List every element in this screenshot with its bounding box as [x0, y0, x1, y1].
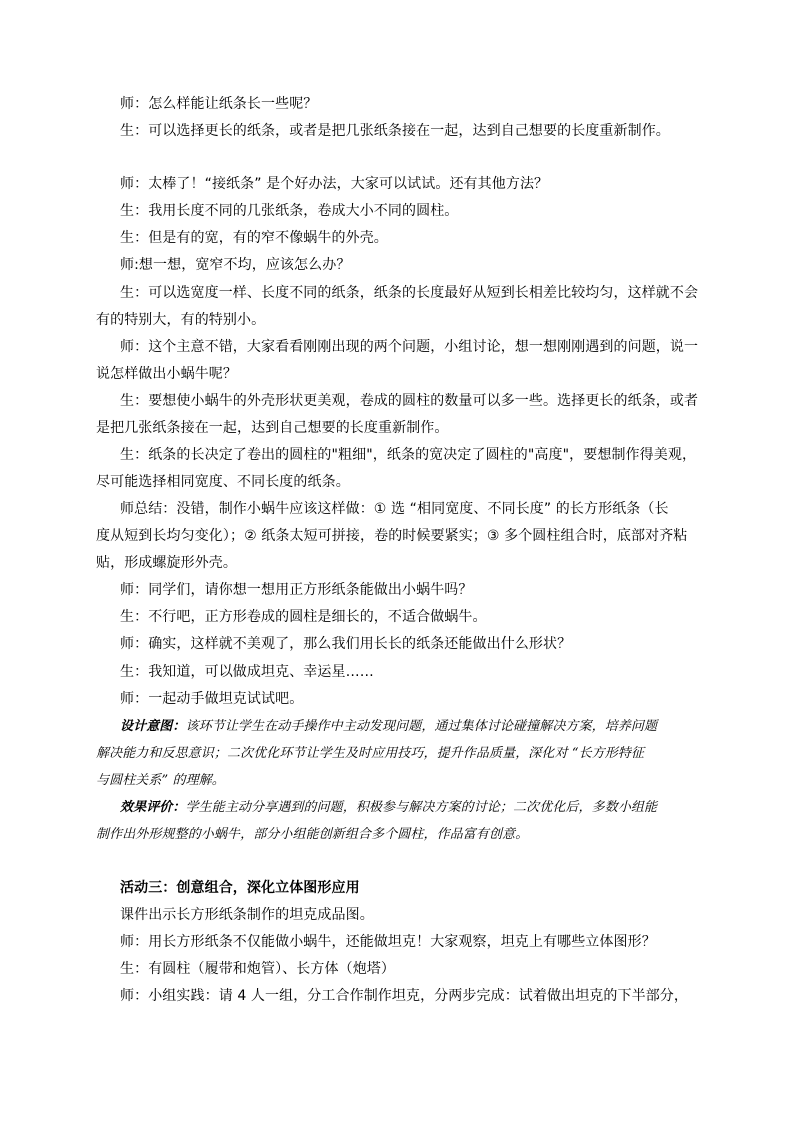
dialogue-line: 生：我知道，可以做成坦克、幸运星……: [120, 664, 374, 680]
design-intent-line: 解决能力和反思意识；二次优化环节让学生及时应用技巧，提升作品质量，深化对 “长方形特征: [96, 746, 645, 761]
activity3-line: 师：用长方形纸条不仅能做小蜗牛，还能做坦克！大家观察，坦克上有哪些立体图形？: [120, 934, 656, 950]
dialogue-line: 师：同学们，请你想一想用正方形纸条能做出小蜗牛吗？: [120, 582, 473, 598]
dialogue-line: 师:想一想，宽窄不均，应该怎么办？: [120, 257, 351, 273]
dialogue-line: 师：太棒了！“接纸条” 是个好办法，大家可以试试。还有其他方法？: [120, 176, 549, 192]
effect-eval-line: 制作出外形规整的小蜗牛，部分小组能创新组合多个圆柱，作品富有创意。: [96, 827, 529, 842]
design-intent-text: 该环节让学生在动手操作中主动发现问题，通过集体讨论碰撞解决方案，培养问题: [185, 719, 658, 734]
dialogue-line: 生：不行吧，正方形卷成的圆柱是细长的，不适合做蜗牛。: [120, 609, 487, 625]
activity3-line: 课件出示长方形纸条制作的坦克成品图。: [120, 907, 374, 923]
dialogue-line: 生：可以选择更长的纸条，或者是把几张纸条接在一起，达到自己想要的长度重新制作。: [120, 123, 670, 139]
dialogue-line: 师：怎么样能让纸条长一些呢？: [120, 96, 318, 112]
dialogue-line-cont: 度从短到长均匀变化）；② 纸条太短可拼接，卷的时候要紧实；③ 多个圆柱组合时，底部对齐粘: [96, 528, 688, 544]
design-intent-line: [120, 718, 657, 736]
dialogue-line-cont: 有的特别大，有的特别小。: [96, 312, 266, 328]
dialogue-line: 生：要想使小蜗牛的外壳形状更美观，卷成的圆柱的数量可以多一些。选择更长的纸条，或者: [120, 393, 699, 409]
dialogue-line-cont: 尽可能选择相同宽度、不同长度的纸条。: [96, 474, 350, 490]
activity3-line: 师：小组实践：请 4 人一组，分工合作制作坦克，分两步完成：试着做出坦克的下半部分，: [120, 988, 689, 1004]
dialogue-line-cont: 说怎样做出小蜗牛呢？: [96, 366, 237, 382]
dialogue-line: 师：确实，这样就不美观了，那么我们用长长的纸条还能做出什么形状？: [120, 636, 572, 652]
activity3-line: 生：有圆柱（履带和炮管）、长方体（炮塔）: [120, 961, 395, 977]
dialogue-line: 生：我用长度不同的几张纸条，卷成大小不同的圆柱。: [120, 203, 459, 219]
dialogue-line: 师：这个主意不错，大家看看刚刚出现的两个问题，小组讨论，想一想刚刚遇到的问题，说一: [120, 339, 699, 355]
effect-eval-line: [120, 799, 657, 817]
dialogue-line: 师：一起动手做坦克试试吧。: [120, 691, 304, 707]
design-intent-line: 与圆柱关系” 的理解。: [96, 773, 225, 788]
dialogue-line: 生：纸条的长决定了卷出的圆柱的"粗细"，纸条的宽决定了圆柱的"高度"，要想制作得美观，: [120, 447, 697, 463]
dialogue-line: 师总结：没错，制作小蜗牛应该这样做：① 选 “相同宽度、不同长度” 的长方形纸条（长: [120, 501, 669, 517]
design-intent-label: 设计意图：: [120, 719, 186, 734]
effect-eval-label: 效果评价：: [120, 800, 186, 815]
effect-eval-text: 学生能主动分享遇到的问题，积极参与解决方案的讨论；二次优化后，多数小组能: [185, 800, 658, 815]
dialogue-line-cont: 贴，形成螺旋形外壳。: [96, 555, 237, 571]
activity3-heading: 活动三：创意组合，深化立体图形应用: [120, 880, 360, 896]
dialogue-line: 生：但是有的宽，有的窄不像蜗牛的外壳。: [120, 230, 388, 246]
dialogue-line-cont: 是把几张纸条接在一起，达到自己想要的长度重新制作。: [96, 420, 449, 436]
dialogue-line: 生：可以选宽度一样、长度不同的纸条，纸条的长度最好从短到长相差比较均匀，这样就不会: [120, 285, 699, 301]
